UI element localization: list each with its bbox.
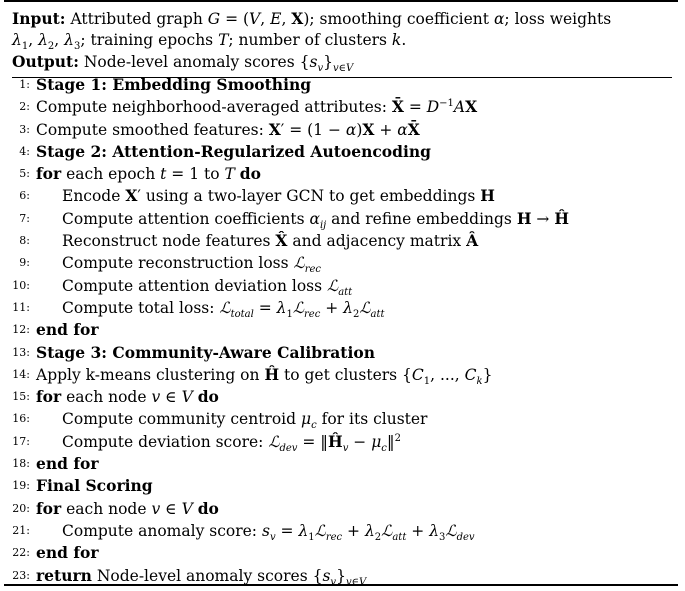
algo-line: 8: Reconstruct node features X̂ and adjacency matrix Â	[19, 231, 479, 251]
algo-line: 5: for each epoch t = 1 to T do	[19, 164, 261, 184]
input-text: Attributed graph G = (V, E, X); smoothing coefficient α; loss weights	[70, 9, 612, 28]
algo-line: 1: Stage 1: Embedding Smoothing	[19, 75, 312, 94]
algorithm-header	[12, 8, 672, 78]
algo-line: 13: Stage 3: Community-Aware Calibration	[12, 342, 375, 362]
algo-line: 12: end for	[12, 320, 99, 340]
output-row	[12, 51, 672, 73]
algo-line: 2: Compute neighborhood-averaged attributes: X̄ = $D^{-1}AX$	[19, 97, 478, 117]
algo-line: 4: Stage 2: Attention-Regularized Autoencoding	[19, 141, 431, 161]
algo-line: 19: Final Scoring	[12, 476, 153, 496]
algo-line: 10: Compute attention deviation loss ℒ$_{att}$	[12, 276, 353, 298]
algorithm-box	[4, 0, 678, 586]
input-label: Input:	[12, 9, 66, 28]
input-row-2: $\lambda_1$, $\lambda_2$, $\lambda_3$; training epochs T; number of clusters k.	[12, 31, 407, 53]
output-text: Node-level anomaly scores $\{s_v\}_{v\in V}$	[83, 53, 354, 75]
algo-line: 14: Apply k-means clustering on Ĥ to get clusters {$C_1$, ..., $C_k$}	[12, 364, 493, 387]
input-row	[12, 8, 672, 30]
algo-line: 9: Compute reconstruction loss ℒ$_{rec}$	[19, 254, 321, 276]
algo-line: 18: end for	[12, 454, 99, 474]
algo-line: 7: Compute attention coefficients $\alpha_{ij}$ and refine embeddings H → Ĥ	[19, 208, 569, 231]
algorithm-lines	[12, 74, 672, 587]
algo-line: 20: for each node v ∈ V do	[12, 498, 219, 518]
algo-line: 21: Compute anomaly score: $s_v$ = $\lambda_1ℒ_{rec}$ + $\lambda_2ℒ_{att}$ + $\lambda_3ℒ_{dev}$	[12, 521, 475, 544]
algo-line: 23: return Node-level anomaly scores $\{s_v\}_{v\in V}$	[12, 565, 367, 588]
algo-line: 15: for each node v ∈ V do	[12, 387, 219, 407]
algo-line: 3: Compute smoothed features: X′ = (1 − α)X + αX̄	[19, 119, 420, 139]
algo-line: 17: Compute deviation score: ℒ$_{dev}$ = $‖Ĥ_v$ − $\mu_c‖^2$	[12, 431, 402, 454]
output-label: Output:	[12, 52, 79, 71]
algo-line: 22: end for	[12, 543, 99, 563]
algo-line: 11: Compute total loss: ℒ$_{total}$ = $\lambda_1ℒ_{rec}$ + $\lambda_2ℒ_{att}$	[12, 298, 385, 321]
algo-line: 6: Encode X′ using a two-layer GCN to get embeddings H	[19, 186, 495, 206]
algo-line: 16: Compute community centroid $\mu_c$ for its cluster	[12, 410, 428, 432]
